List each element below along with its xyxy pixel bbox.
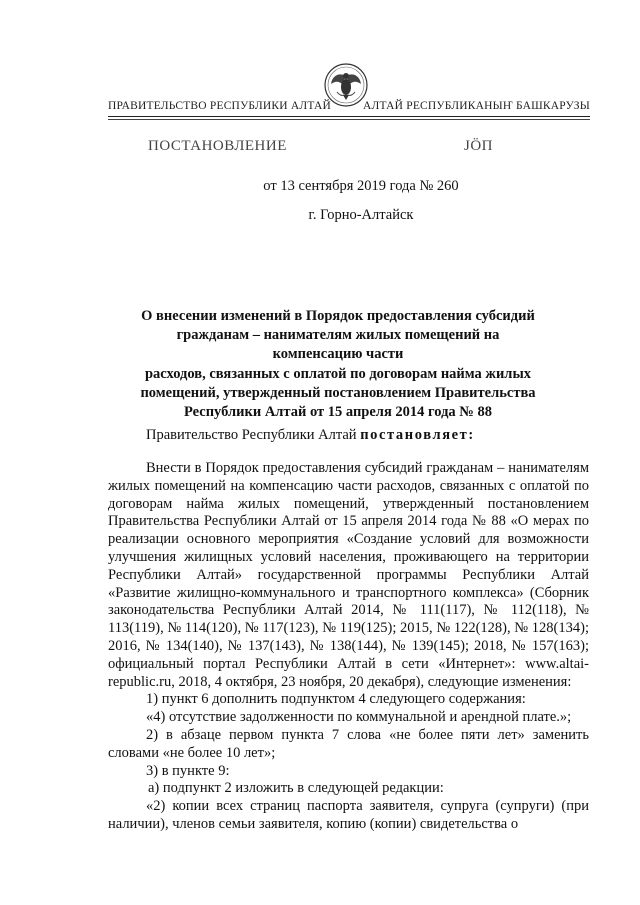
document-type-alt: ЈÖП <box>464 138 494 154</box>
body-paragraph: Внести в Порядок предоставления субсидий гражданам – нанимателям жилых помещений на компенсацию части расходов, связанных с оплатой по договорам найма жилых помещений, утвержденный постановлением Правительства Республики Алтай от 15 апреля 2014 года № 88 «О мерах по реализации основного мероприятия «Создание условий для возможности улучшения жилищных условий населения, проживающего на территории Республики Алтай» государственной программы Республики Алтай «Развитие жилищно-коммунального и транспортного комплекса» (Сборник законодательства Республики Алтай 2014, № 111(117), № 112(118), № 113(119), № 114(120), № 117(123), № 119(125); 2015, № 122(128), № 128(134); 2016, № 134(140), № 137(143), № 138(144), № 139(145); 2018, № 157(163); официальный портал Республики Алтай в сети «Интернет»: www.altai-republic.ru, 2018, 4 октября, 23 ноября, 20 декабря), следующие изменения: <box>108 460 589 690</box>
document-body <box>108 460 589 834</box>
body-paragraph: «2) копии всех страниц паспорта заявителя, супруга (супруги) (при наличии), членов семьи заявителя, копию (копии) свидетельства о <box>108 798 589 832</box>
title-line: О внесении изменений в Порядок предоставления субсидий <box>141 308 535 324</box>
government-name-ru: ПРАВИТЕЛЬСТВО РЕСПУБЛИКИ АЛТАЙ <box>108 100 332 112</box>
title-line: Республики Алтай от 15 апреля 2014 года № 88 <box>183 404 492 421</box>
body-paragraph: а) подпункт 2 изложить в следующей редакции: <box>148 780 444 797</box>
title-line: помещений, утвержденный постановлением Правительства <box>140 384 536 401</box>
document-type-ru: ПОСТАНОВЛЕНИЕ <box>148 138 287 154</box>
body-paragraph: 3) в пункте 9: <box>146 762 230 779</box>
letterhead-rule-thick <box>108 116 590 117</box>
decree-subject: Правительство Республики Алтай <box>146 427 361 443</box>
body-paragraph: «4) отсутствие задолженности по коммунальной и арендной плате.»; <box>146 709 572 726</box>
title-line: гражданам – нанимателям жилых помещений на компенсацию части <box>176 327 500 363</box>
document-date-number: от 13 сентября 2019 года № 260 <box>263 178 459 194</box>
government-name-alt: АЛТАЙ РЕСПУБЛИКАНЫҤ БАШКАРУЗЫ <box>363 100 590 112</box>
title-line: расходов, связанных с оплатой по договорам найма жилых <box>144 365 532 382</box>
letterhead-rule-thin <box>108 119 590 120</box>
body-paragraph: 1) пункт 6 дополнить подпунктом 4 следующего содержания: <box>146 691 526 708</box>
body-paragraph: 2) в абзаце первом пункта 7 слова «не более пяти лет» заменить словами «не более 10 лет»; <box>108 726 589 761</box>
document-title <box>130 307 546 422</box>
decree-statement <box>146 427 475 444</box>
decree-verb: постановляет: <box>360 427 475 443</box>
letterhead <box>108 100 590 116</box>
document-city: г. Горно-Алтайск <box>308 207 414 223</box>
